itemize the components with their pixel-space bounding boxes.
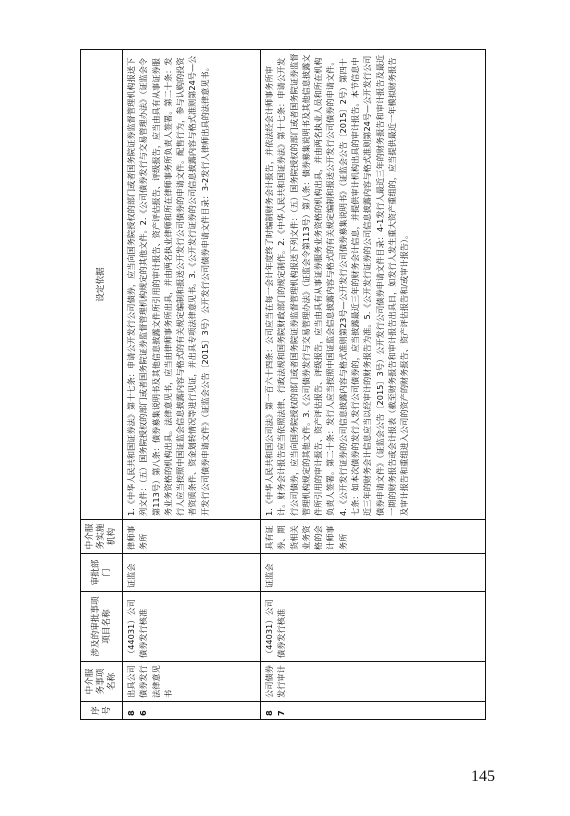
table-header-row <box>81 50 123 720</box>
rotated-table-container <box>80 50 485 720</box>
row-approval-item: （44031）公司债券发行核准 <box>261 592 486 662</box>
approval-intermediary-table <box>80 49 486 720</box>
row-department: 证监会 <box>261 554 486 592</box>
row-agency: 律师事务所 <box>123 520 261 554</box>
row-service: 出具公司债券发行法律意见书 <box>123 662 261 702</box>
header-department: 审批部门 <box>81 554 123 592</box>
row-seq: 87 <box>261 702 486 720</box>
page-number: 145 <box>471 768 495 785</box>
row-approval-item: （44031）公司债券发行核准 <box>123 592 261 662</box>
row-department: 证监会 <box>123 554 261 592</box>
header-service-name: 中介服务事项名称 <box>81 662 123 702</box>
row-seq: 86 <box>123 702 261 720</box>
header-approval-item: 涉及的审批事项项目名称 <box>81 592 123 662</box>
row-service: 公司债券发行审计 <box>261 662 486 702</box>
header-seq: 序号 <box>81 702 123 720</box>
row-basis: 1.《中华人民共和国证券法》第十七条：申请公开发行公司债券，应当向国务院授权的部门或者国务院证券监督管理机构报送下列文件：（五）国务院授权的部门或者国务院证券监督管理机构规定的其他文件。2.《公司债券发行与交易管理办法》（证监会令第113号）第八条：债券募集说明书及其他信息披露文件所引用的审计报告、资产评估报告、评级报告，应当由具有从事证券服务业务资格的机构出具。法律意见书，应当由律师事务所出具，并由两名执业律师和所在律师事务所负责人签署。第二十条：发行人应当按照中国证监会信息披露内容与格式的有关规定编制和报送公开发行公司债券的申请文件。配售行为，参与认购的投资者资质条件、资金划转情况等进行见证，并出具专项法律意见书。3.《公开发行证券的公司信息披露内容与格式准则第24号—公开发行公司债券申请文件》（证监会公告〔2015〕3号）公开发行公司债券申请文件目录：3-2发行人律师出具的法律意见书。 <box>123 50 261 520</box>
row-agency: 具有证券、期货相关业务资格的会计师事务所 <box>261 520 486 554</box>
table-row <box>123 50 261 720</box>
table-row <box>261 50 486 720</box>
header-agency: 中介服务实施机构 <box>81 520 123 554</box>
header-basis: 设定依据 <box>81 50 123 520</box>
row-basis: 1.《中华人民共和国公司法》第一百六十四条：公司应当在每一会计年度终了时编制财务会计报告，并依法经会计师事务所审计。财务会计报告应当依照法律、行政法规和国务院财政部门的规定制作。2.《中华人民共和国证券法》第十七条：申请公开发行公司债券，应当向国务院授权的部门或者国务院证券监督管理机构报送下列文件：（五）国务院授权的部门或者国务院证券监督管理机构规定的其他文件。3.《公司债券发行与交易管理办法》（证监会令第113号）第八条：债券募集说明书及其他信息披露文件所引用的审计报告、资产评估报告、评级报告，应当由具有从事证券服务业务资格的机构出具，并由两名执业人员和所在机构负责人签署。第二十条：发行人应当按照中国证监会信息披露内容与格式的有关规定编制和报送公开发行公司债券的申请文件。4.《公开发行证券的公司信息披露内容与格式准则第23号—公开发行公司债券募集说明书》（证监会公告〔2015〕2号）第四十七条：如本次债券的发行人发行公司债券的，应当披露最近三年的财务会计信息，并提供审计机构出具的审计报告。本节信息中近三年的财务会计信息应当以经审计的财务报告为准。5.《公开发行证券的公司信息披露内容与格式准则第24号—公开发行公司债券申请文件》（证监会公告〔2015〕3号）公开发行公司债券申请文件目录：4-1发行人最近三年的财务报告和审计报告及最近一期的财务报告或会计报表（截至财务报告和审计报告出具日，如发行人发生重大资产重组的，应当提供最近一年模拟财务报告及审计报告和重组进入公司的资产的财务报告、资产评估报告和/或审计报告）。 <box>261 50 486 520</box>
